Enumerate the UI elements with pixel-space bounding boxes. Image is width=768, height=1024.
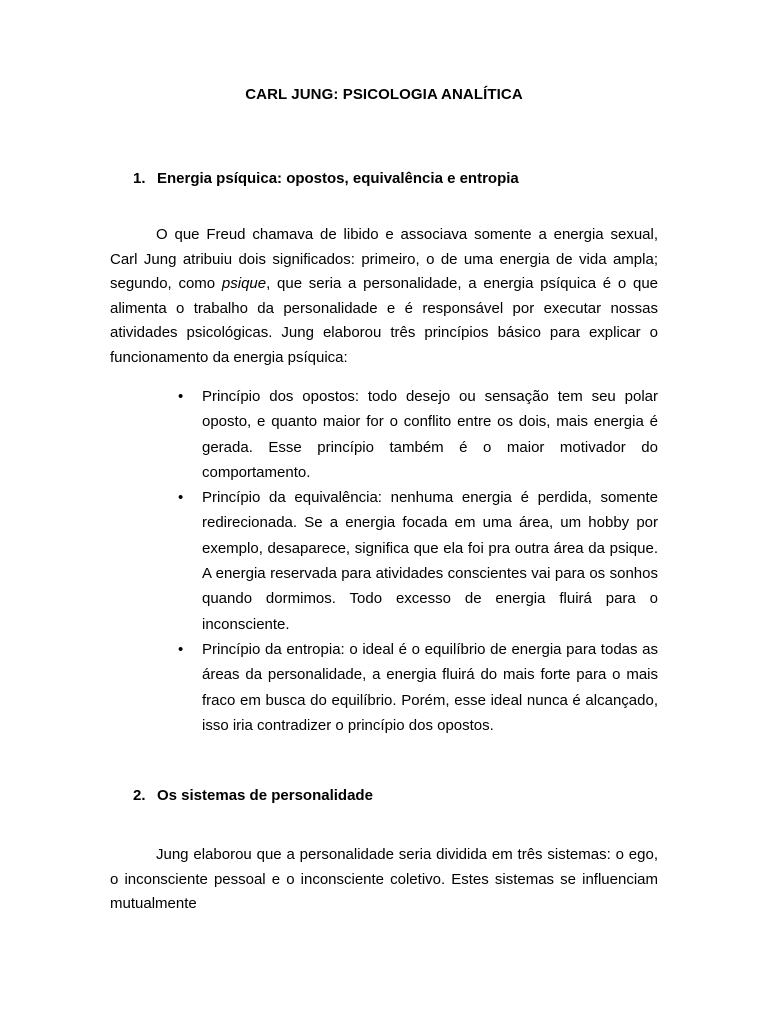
bullet-icon: • [178,489,184,507]
section-1-paragraph-part1: O que Freud chamava de libido e associava somente a energia sexual, Carl Jung atribuiu dois significados: primeiro, o de uma energia de vida ampla; segundo, como [110,226,658,293]
section-1-heading-text: Energia psíquica: opostos, equivalência e entropia [157,170,519,187]
section-2-heading-text: Os sistemas de personalidade [157,787,373,804]
section-1-paragraph-part2: , que seria a personalidade, a energia psíquica é o que alimenta o trabalho da personalidade e é responsável por executar nossas atividades psicológicas. Jung elaborou três princípios básico para explicar o funcionamento da energia psíquica: [110,275,658,366]
list-item [176,637,658,738]
document-title: CARL JUNG: PSICOLOGIA ANALÍTICA [245,86,523,103]
list-item [176,485,658,637]
section-1-number: 1. [133,170,146,187]
bullet-icon: • [178,388,184,405]
section-1-paragraph [110,223,658,371]
list-item-text: Princípio da entropia: o ideal é o equilíbrio de energia para todas as áreas da personalidade, a energia fluirá do mais forte para o mais fraco em busca do equilíbrio. Porém, esse ideal nunca é alcançado, isso iria contradizer o princípio dos opostos. [202,640,658,734]
list-item-text: Princípio dos opostos: todo desejo ou sensação tem seu polar oposto, e quanto maior for o conflito entre os dois, mais energia é gerada. Esse princípio também é o maior motivador do comportamento. [202,388,658,481]
section-1-paragraph-italic: psique [221,275,267,293]
bullet-icon: • [178,640,184,658]
list-item [176,384,658,485]
principles-list [176,384,658,738]
section-1-heading [133,170,519,187]
section-2-paragraph: Jung elaborou que a personalidade seria dividida em três sistemas: o ego, o inconsciente pessoal e o inconsciente coletivo. Estes sistemas se influenciam mutualmente [110,846,658,913]
list-item-text: Princípio da equivalência: nenhuma energia é perdida, somente redirecionada. Se a energia focada em uma área, um hobby por exemplo, desaparece, significa que ela foi pra outra área da psique. A energia reservada para atividades conscientes vai para os sonhos quando dormimos. Todo excesso de energia fluirá para o inconsciente. [202,489,658,633]
section-2-heading [133,787,373,804]
section-2-number: 2. [133,787,146,804]
